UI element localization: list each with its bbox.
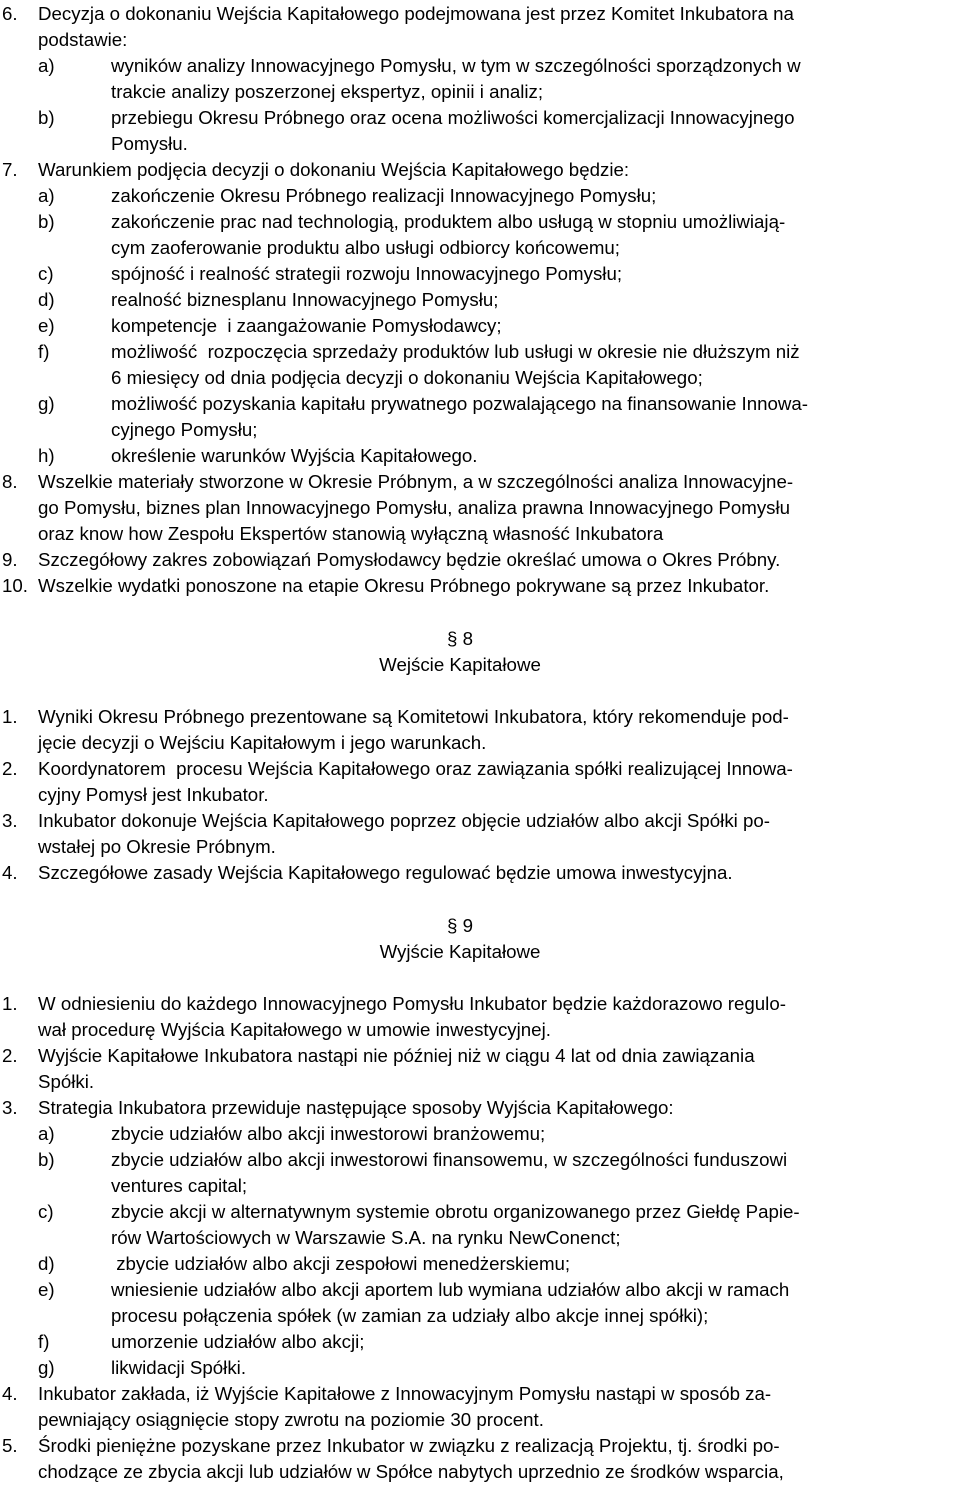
subitem-marker: f) xyxy=(38,1331,50,1352)
subitem-text: zbycie udziałów albo akcji zespołowi menedżerskiemu; xyxy=(111,1253,571,1274)
item-number: 9. xyxy=(2,549,18,570)
section-mark: § 9 xyxy=(447,915,473,936)
item-text: jęcie decyzji o Wejściu Kapitałowym i jego warunkach. xyxy=(38,732,487,753)
subitem-marker: d) xyxy=(38,289,55,310)
item-text: wstałej po Okresie Próbnym. xyxy=(38,836,276,857)
subitem-text: zbycie akcji w alternatywnym systemie obrotu organizowanego przez Giełdę Papie- xyxy=(111,1201,800,1222)
item-text: go Pomysłu, biznes plan Innowacyjnego Pomysłu, analiza prawna Innowacyjnego Pomysłu xyxy=(38,497,791,518)
item-text: Spółki. xyxy=(38,1071,95,1092)
subitem-text: wniesienie udziałów albo akcji aportem lub wymiana udziałów albo akcji w ramach xyxy=(111,1279,790,1300)
subitem-text: możliwość pozyskania kapitału prywatnego pozwalającego na finansowanie Innowa- xyxy=(111,393,809,414)
item-text: Koordynatorem procesu Wejścia Kapitałowego oraz zawiązania spółki realizującej Innowa- xyxy=(38,758,793,779)
subitem-marker: b) xyxy=(38,107,55,128)
item-number: 4. xyxy=(2,862,18,883)
item-number: 6. xyxy=(2,3,18,24)
subitem-text: wyników analizy Innowacyjnego Pomysłu, w tym w szczególności sporządzonych w xyxy=(111,55,801,76)
subitem-text: trakcie analizy poszerzonej ekspertyz, opinii i analiz; xyxy=(111,81,544,102)
section-title: Wyjście Kapitałowe xyxy=(379,941,541,962)
item-text: pewniający osiągnięcie stopy zwrotu na poziomie 30 procent. xyxy=(38,1409,544,1430)
subitem-marker: e) xyxy=(38,1279,55,1300)
subitem-marker: d) xyxy=(38,1253,55,1274)
item-number: 2. xyxy=(2,1045,18,1066)
subitem-text: cyjnego Pomysłu; xyxy=(111,419,258,440)
subitem-marker: g) xyxy=(38,393,55,414)
item-number: 1. xyxy=(2,993,18,1014)
subitem-text: zakończenie prac nad technologią, produktem albo usługą w stopniu umożliwiają- xyxy=(111,211,786,232)
section-mark: § 8 xyxy=(447,628,473,649)
subitem-text: określenie warunków Wyjścia Kapitałowego. xyxy=(111,445,478,466)
item-number: 3. xyxy=(2,810,18,831)
subitem-text: procesu połączenia spółek (w zamian za udziały albo akcje innej spółki); xyxy=(111,1305,709,1326)
subitem-text: spójność i realność strategii rozwoju Innowacyjnego Pomysłu; xyxy=(111,263,623,284)
subitem-marker: a) xyxy=(38,1123,55,1144)
item-text: Decyzja o dokonaniu Wejścia Kapitałowego podejmowana jest przez Komitet Inkubatora na xyxy=(38,3,794,24)
subitem-text: zbycie udziałów albo akcji inwestorowi finansowemu, w szczególności funduszowi xyxy=(111,1149,788,1170)
subitem-marker: g) xyxy=(38,1357,55,1378)
item-number: 7. xyxy=(2,159,18,180)
subitem-text: cym zaoferowanie produktu albo usługi odbiorcy końcowemu; xyxy=(111,237,620,258)
subitem-marker: e) xyxy=(38,315,55,336)
subitem-text: likwidacji Spółki. xyxy=(111,1357,247,1378)
item-text: oraz know how Zespołu Ekspertów stanowią wyłączną własność Inkubatora xyxy=(38,523,664,544)
subitem-text: realność biznesplanu Innowacyjnego Pomysłu; xyxy=(111,289,499,310)
item-number: 10. xyxy=(2,575,28,596)
subitem-text: zbycie udziałów albo akcji inwestorowi branżowemu; xyxy=(111,1123,546,1144)
subitem-text: ventures capital; xyxy=(111,1175,248,1196)
item-number: 8. xyxy=(2,471,18,492)
item-text: W odniesieniu do każdego Innowacyjnego Pomysłu Inkubator będzie każdorazowo regulo- xyxy=(38,993,786,1014)
item-number: 5. xyxy=(2,1435,18,1456)
item-text: Inkubator zakłada, iż Wyjście Kapitałowe z Innowacyjnym Pomysłu nastąpi w sposób za- xyxy=(38,1383,772,1404)
subitem-text: rów Wartościowych w Warszawie S.A. na rynku NewConenct; xyxy=(111,1227,621,1248)
item-number: 2. xyxy=(2,758,18,779)
item-text: chodzące ze zbycia akcji lub udziałów w Spółce nabytych uprzednio ze środków wsparcia, xyxy=(38,1461,784,1482)
item-text: Wszelkie wydatki ponoszone na etapie Okresu Próbnego pokrywane są przez Inkubator. xyxy=(38,575,770,596)
subitem-text: umorzenie udziałów albo akcji; xyxy=(111,1331,365,1352)
item-number: 1. xyxy=(2,706,18,727)
subitem-marker: a) xyxy=(38,185,55,206)
subitem-marker: c) xyxy=(38,1201,54,1222)
subitem-text: kompetencje i zaangażowanie Pomysłodawcy; xyxy=(111,315,502,336)
subitem-marker: a) xyxy=(38,55,55,76)
subitem-text: Pomysłu. xyxy=(111,133,188,154)
item-text: Szczegółowe zasady Wejścia Kapitałowego regulować będzie umowa inwestycyjna. xyxy=(38,862,733,883)
item-text: Strategia Inkubatora przewiduje następujące sposoby Wyjścia Kapitałowego: xyxy=(38,1097,674,1118)
item-text: wał procedurę Wyjścia Kapitałowego w umowie inwestycyjnej. xyxy=(38,1019,551,1040)
item-text: podstawie: xyxy=(38,29,128,50)
subitem-text: zakończenie Okresu Próbnego realizacji Innowacyjnego Pomysłu; xyxy=(111,185,657,206)
item-text: Warunkiem podjęcia decyzji o dokonaniu Wejścia Kapitałowego będzie: xyxy=(38,159,630,180)
subitem-marker: b) xyxy=(38,211,55,232)
subitem-marker: b) xyxy=(38,1149,55,1170)
item-number: 4. xyxy=(2,1383,18,1404)
item-text: Inkubator dokonuje Wejścia Kapitałowego poprzez objęcie udziałów albo akcji Spółki po- xyxy=(38,810,771,831)
subitem-marker: h) xyxy=(38,445,55,466)
item-text: cyjny Pomysł jest Inkubator. xyxy=(38,784,269,805)
subitem-text: 6 miesięcy od dnia podjęcia decyzji o dokonaniu Wejścia Kapitałowego; xyxy=(111,367,703,388)
item-text: Wszelkie materiały stworzone w Okresie Próbnym, a w szczególności analiza Innowacyjne- xyxy=(38,471,794,492)
item-text: Środki pieniężne pozyskane przez Inkubator w związku z realizacją Projektu, tj. środki po- xyxy=(38,1435,780,1456)
item-text: Wyjście Kapitałowe Inkubatora nastąpi nie później niż w ciągu 4 lat od dnia zawiązania xyxy=(38,1045,755,1066)
item-number: 3. xyxy=(2,1097,18,1118)
subitem-text: przebiegu Okresu Próbnego oraz ocena możliwości komercjalizacji Innowacyjnego xyxy=(111,107,795,128)
item-text: Szczegółowy zakres zobowiązań Pomysłodawcy będzie określać umowa o Okres Próbny. xyxy=(38,549,781,570)
item-text: Wyniki Okresu Próbnego prezentowane są Komitetowi Inkubatora, który rekomenduje pod- xyxy=(38,706,789,727)
subitem-text: możliwość rozpoczęcia sprzedaży produktów lub usługi w okresie nie dłuższym niż xyxy=(111,341,800,362)
subitem-marker: f) xyxy=(38,341,50,362)
subitem-marker: c) xyxy=(38,263,54,284)
section-title: Wejście Kapitałowe xyxy=(379,654,541,675)
